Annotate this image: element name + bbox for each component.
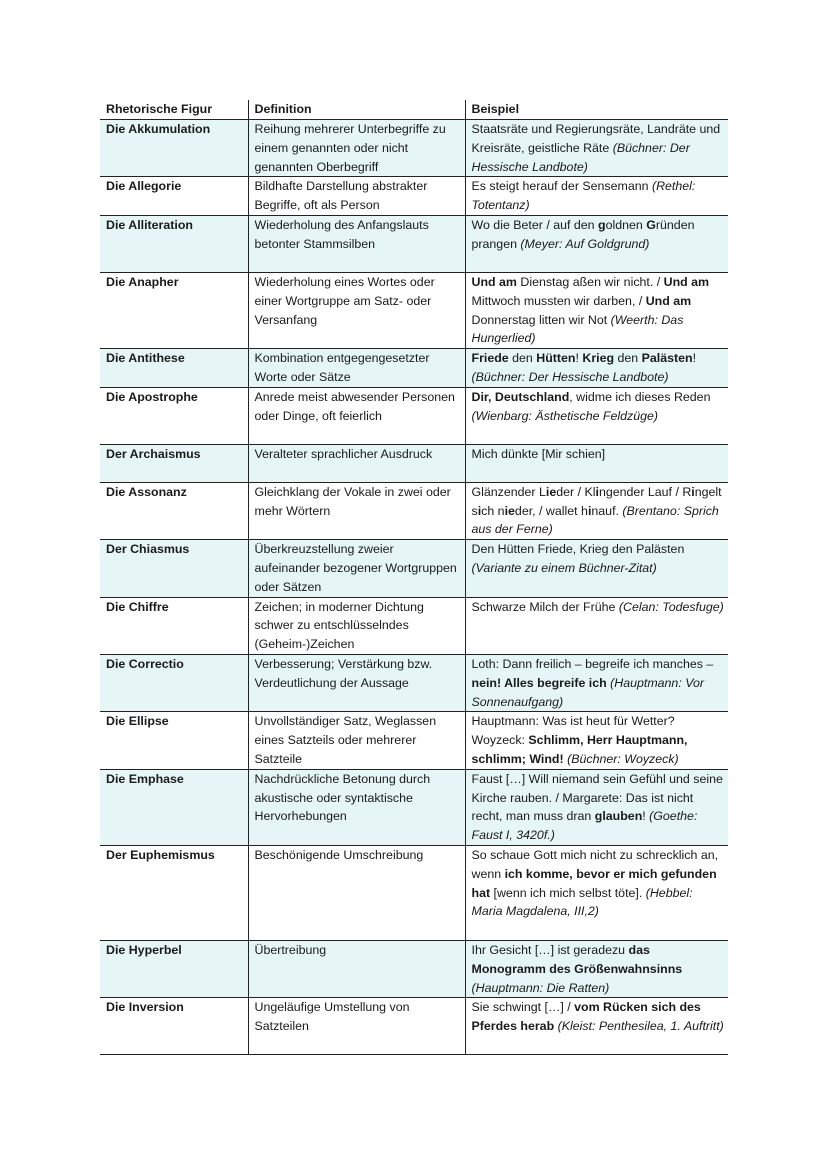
example-text: So schaue Gott mich nicht zu schrecklich an, wenn <box>471 847 719 881</box>
figure-name: Die Emphase <box>100 769 248 845</box>
table-row <box>100 940 728 997</box>
figure-definition: Nachdrückliche Betonung durch akustische oder syntaktische Hervorhebungen <box>248 769 465 845</box>
header-example: Beispiel <box>465 100 728 120</box>
example-emphasis: ie <box>504 503 515 518</box>
example-source: (Weerth: Das Hungerlied) <box>471 312 684 346</box>
table-row <box>100 120 728 177</box>
example-text: Ihr Gesicht […] ist geradezu <box>471 942 629 957</box>
example-text: Staatsräte und Regierungsräte, Landräte und Kreisräte, geistliche Räte <box>471 122 721 155</box>
example-text: der / Kl <box>556 484 596 499</box>
example-emphasis: i <box>587 503 592 518</box>
figure-name: Die Antithese <box>100 349 248 388</box>
example-text: den <box>614 351 642 366</box>
example-source: (Büchner: Der Hessische Landbote) <box>471 369 669 384</box>
example-text: Dienstag aßen wir nicht. / <box>516 274 664 289</box>
example-emphasis: i <box>477 503 482 518</box>
example-emphasis: nein! Alles begreife ich <box>471 675 607 690</box>
example-source: (Brentano: Sprich aus der Ferne) <box>471 503 719 537</box>
figure-name: Der Archaismus <box>100 444 248 482</box>
example-text: Sie schwingt […] / <box>471 1000 575 1015</box>
figure-definition: Beschönigende Umschreibung <box>248 845 465 940</box>
example-text: Den Hütten Friede, Krieg den Palästen <box>471 542 685 557</box>
table-body <box>100 120 728 1055</box>
example-text: Hauptmann: Was ist heut für Wetter? Woyzeck: <box>471 714 675 748</box>
example-text: oldnen <box>605 217 647 232</box>
figure-name: Die Apostrophe <box>100 387 248 444</box>
figure-example <box>465 215 728 272</box>
example-source: (Büchner: Woyzeck) <box>567 751 679 766</box>
table-row <box>100 177 728 216</box>
table-row <box>100 482 728 539</box>
example-text: [wenn ich mich selbst töte]. <box>490 885 646 900</box>
figure-name: Die Anapher <box>100 272 248 348</box>
figure-name: Die Chiffre <box>100 597 248 654</box>
example-emphasis: Schlimm, Herr Hauptmann, schlimm; Wind! <box>471 733 688 766</box>
figure-example <box>465 712 728 769</box>
example-emphasis: glauben <box>594 809 643 824</box>
table-row <box>100 349 728 388</box>
example-emphasis: ie <box>545 484 557 499</box>
example-source: (Kleist: Penthesilea, 1. Auftritt) <box>557 1019 724 1034</box>
figure-example <box>465 120 728 177</box>
example-emphasis: vom Rücken sich des Pferdes herab <box>471 1000 701 1034</box>
example-emphasis: i <box>595 484 599 499</box>
example-source: (Meyer: Auf Goldgrund) <box>520 236 650 251</box>
table-row <box>100 387 728 444</box>
table-row <box>100 998 728 1055</box>
example-text: Mich dünkte [Mir schien] <box>471 446 606 461</box>
example-text: Es steigt herauf der Sensemann <box>471 179 652 194</box>
figure-name: Die Akkumulation <box>100 120 248 177</box>
example-text: ch n <box>481 503 505 518</box>
table-row <box>100 444 728 482</box>
figure-name: Der Chiasmus <box>100 540 248 597</box>
figure-definition: Wiederholung des Anfangslauts betonter Stammsilben <box>248 215 465 272</box>
example-emphasis: das Monogramm des Größenwahnsinns <box>471 942 683 976</box>
example-text: den <box>508 351 537 366</box>
example-emphasis: Und am <box>645 293 692 308</box>
example-text: ngender Lauf / R <box>598 484 692 499</box>
figure-example <box>465 597 728 654</box>
header-figure: Rhetorische Figur <box>100 100 248 120</box>
figure-example <box>465 482 728 539</box>
example-emphasis: ich komme, bevor er mich gefunden hat <box>471 866 717 900</box>
figure-definition: Anrede meist abwesender Personen oder Dinge, oft feierlich <box>248 387 465 444</box>
example-source: (Variante zu einem Büchner-Zitat) <box>471 560 657 575</box>
table-row <box>100 654 728 711</box>
figure-example <box>465 349 728 388</box>
example-text: Donnerstag litten wir Not <box>471 312 611 327</box>
table-row <box>100 215 728 272</box>
example-text: , widme ich dieses Reden <box>569 389 711 404</box>
figure-name: Die Ellipse <box>100 712 248 769</box>
example-text: ngelt s <box>471 484 722 518</box>
figure-example <box>465 940 728 997</box>
figure-definition: Übertreibung <box>248 940 465 997</box>
figure-definition: Bildhafte Darstellung abstrakter Begriffe, oft als Person <box>248 177 465 216</box>
example-text: der, / wallet h <box>514 503 588 518</box>
table-row <box>100 540 728 597</box>
example-emphasis: Palästen <box>641 351 693 366</box>
figure-definition: Wiederholung eines Wortes oder einer Wortgruppe am Satz- oder Versanfang <box>248 272 465 348</box>
example-source: (Hauptmann: Vor Sonnenaufgang) <box>471 675 705 709</box>
rhetoric-figures-table <box>100 100 728 1055</box>
example-text: Mittwoch mussten wir darben, / <box>471 293 646 308</box>
example-emphasis: Und am <box>663 274 710 289</box>
figure-example <box>465 177 728 216</box>
example-source: (Celan: Todesfuge) <box>618 599 724 614</box>
example-text: ! <box>692 351 697 366</box>
figure-name: Die Allegorie <box>100 177 248 216</box>
figure-example <box>465 998 728 1055</box>
figure-example <box>465 769 728 845</box>
table-row <box>100 272 728 348</box>
example-text: Loth: Dann freilich – begreife ich manches – <box>471 656 714 671</box>
figure-name: Die Alliteration <box>100 215 248 272</box>
figure-name: Der Euphemismus <box>100 845 248 940</box>
figure-definition: Veralteter sprachlicher Ausdruck <box>248 444 465 482</box>
example-source: (Büchner: Der Hessische Landbote) <box>471 140 690 174</box>
example-emphasis: Und am <box>471 274 517 289</box>
example-text: ! <box>575 351 583 366</box>
figure-definition: Reihung mehrerer Unterbegriffe zu einem genannten oder nicht genannten Oberbegriff <box>248 120 465 177</box>
example-source: (Rethel: Totentanz) <box>471 179 696 213</box>
example-emphasis: g <box>598 217 606 232</box>
example-emphasis: Dir, Deutschland <box>471 389 570 404</box>
figure-example <box>465 540 728 597</box>
example-emphasis: Hütten <box>536 351 576 366</box>
figure-example <box>465 654 728 711</box>
figure-definition: Ungeläufige Umstellung von Satzteilen <box>248 998 465 1055</box>
figure-name: Die Hyperbel <box>100 940 248 997</box>
table-header-row <box>100 100 728 120</box>
figure-definition: Zeichen; in moderner Dichtung schwer zu entschlüsselndes (Geheim-)Zeichen <box>248 597 465 654</box>
example-emphasis: Friede <box>471 351 509 366</box>
table-row <box>100 597 728 654</box>
figure-definition: Unvollständiger Satz, Weglassen eines Satzteils oder mehrerer Satzteile <box>248 712 465 769</box>
example-text: ! <box>642 809 650 824</box>
example-text: ründen prangen <box>471 217 695 251</box>
figure-example <box>465 444 728 482</box>
example-source: (Goethe: Faust I, 3420f.) <box>471 809 698 843</box>
figure-example <box>465 845 728 940</box>
example-emphasis: i <box>691 484 695 499</box>
example-text: Schwarze Milch der Frühe <box>471 599 619 614</box>
table-row <box>100 769 728 845</box>
table-row <box>100 845 728 940</box>
example-text: nauf. <box>591 503 623 518</box>
rhetoric-figures-page <box>100 100 728 1055</box>
example-text: Wo die Beter / auf den <box>471 217 599 232</box>
figure-name: Die Inversion <box>100 998 248 1055</box>
example-text: Faust […] Will niemand sein Gefühl und seine Kirche rauben. / Margarete: Das ist nicht recht, man muss dran <box>471 771 723 824</box>
example-text: Glänzender L <box>471 484 546 499</box>
example-source: (Wienbarg: Ästhetische Feldzüge) <box>471 408 659 423</box>
example-emphasis: Krieg <box>582 351 615 366</box>
table-row <box>100 712 728 769</box>
example-source: (Hauptmann: Die Ratten) <box>471 980 610 995</box>
figure-name: Die Correctio <box>100 654 248 711</box>
figure-definition: Kombination entgegengesetzter Worte oder Sätze <box>248 349 465 388</box>
figure-definition: Gleichklang der Vokale in zwei oder mehr Wörtern <box>248 482 465 539</box>
example-source: (Hebbel: Maria Magdalena, III,2) <box>471 885 693 919</box>
figure-name: Die Assonanz <box>100 482 248 539</box>
figure-example <box>465 387 728 444</box>
header-definition: Definition <box>248 100 465 120</box>
figure-example <box>465 272 728 348</box>
figure-definition: Verbesserung; Verstärkung bzw. Verdeutlichung der Aussage <box>248 654 465 711</box>
example-emphasis: G <box>646 217 656 232</box>
figure-definition: Überkreuzstellung zweier aufeinander bezogener Wortgruppen oder Sätzen <box>248 540 465 597</box>
